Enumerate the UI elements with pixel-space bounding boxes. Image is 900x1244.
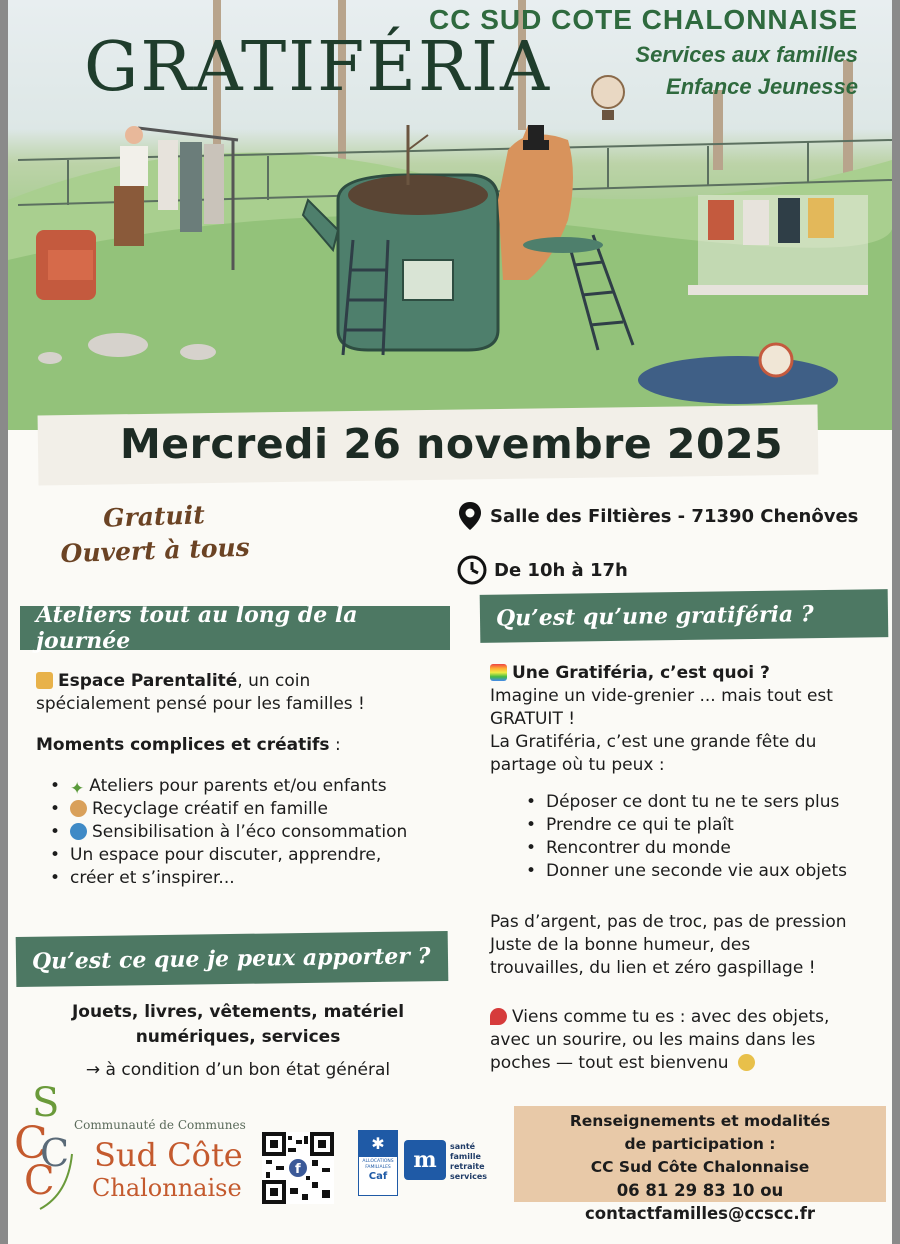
list-item: • Déposer ce dont tu ne te sers plus	[512, 791, 885, 814]
palette-icon	[70, 800, 87, 817]
cc-monogram-icon	[10, 1084, 80, 1214]
msa-label-4: services	[450, 1172, 488, 1181]
bring-items-line2: numériques, services	[135, 1027, 341, 1047]
welcome-l2: avec un sourire, ou les mains dans les	[490, 1030, 816, 1050]
msa-label-2: famille	[450, 1152, 481, 1161]
list-item: • Prendre ce qui te plaît	[512, 814, 885, 837]
intro-l1: Imagine un vide-grenier ... mais tout est	[490, 686, 833, 706]
workshops-heading: Ateliers tout au long de la journée	[20, 606, 450, 650]
left-column	[36, 670, 456, 890]
contact-line1: Renseignements et modalités	[569, 1112, 831, 1130]
family-emoji-icon	[36, 672, 53, 689]
contact-phone-email[interactable]: 06 81 29 83 10 ou contactfamilles@ccscc.fr	[584, 1181, 816, 1223]
msa-label-1: santé	[450, 1142, 476, 1151]
list-item: • Rencontrer du monde	[512, 837, 885, 860]
seedling-icon: ✦	[70, 779, 85, 799]
welcome-l1-text: Viens comme tu es : avec des objets,	[512, 1007, 830, 1027]
illustration-banner	[8, 0, 892, 430]
list-item	[36, 844, 456, 867]
hours-text: De 10h à 17h	[494, 559, 628, 581]
workshops-list	[36, 775, 456, 890]
parentality-rest: , un coin	[237, 671, 311, 691]
list-item-continuation	[36, 867, 456, 890]
caf-logo	[358, 1130, 398, 1196]
principles-l1: Pas d’argent, pas de troc, pas de pression	[490, 912, 847, 932]
yellow-heart-icon	[738, 1054, 755, 1071]
bring-condition: → à condition d’un bon état général	[85, 1060, 391, 1080]
what-is-heading: Qu’est qu’une gratiféria ?	[480, 589, 889, 643]
location-row	[456, 500, 858, 532]
principles-l2: Juste de la bonne humeur, des	[490, 935, 751, 955]
hours-row	[456, 554, 628, 586]
list-item	[36, 821, 456, 844]
contact-line3: CC Sud Côte Chalonnaise	[590, 1158, 810, 1176]
intro-l4: partage où tu peux :	[490, 755, 665, 775]
intro-l3: La Gratiféria, c’est une grande fête du	[490, 732, 817, 752]
moments-rest: :	[329, 735, 341, 755]
tagline-open: Ouvert à tous	[60, 532, 251, 569]
svg-text:C: C	[14, 1118, 48, 1169]
organization-header	[429, 4, 858, 100]
list-item-text: Ateliers pour parents et/ou enfants	[89, 776, 387, 796]
msa-label-3: retraite	[450, 1162, 485, 1171]
intro-l2: GRATUIT !	[490, 709, 576, 729]
bring-heading: Qu’est ce que je peux apporter ?	[16, 931, 449, 987]
bring-section	[28, 1000, 448, 1083]
parentality-desc: spécialement pensé pour les familles !	[36, 694, 365, 714]
org-department: Enfance Jeunesse	[666, 74, 858, 99]
parentality-title: Espace Parentalité	[58, 671, 238, 691]
list-item: • Donner une seconde vie aux objets	[512, 860, 885, 883]
svg-text:S: S	[32, 1084, 60, 1126]
parentality-line	[36, 670, 456, 693]
contact-line2: de participation :	[624, 1135, 776, 1153]
caf-label-3: Caf	[368, 1171, 388, 1182]
svg-text:f: f	[295, 1162, 301, 1177]
event-date: Mercredi 26 novembre 2025	[120, 420, 784, 468]
svg-text:C: C	[24, 1158, 55, 1204]
question-line	[490, 662, 885, 685]
page-title: GRATIFÉRIA	[84, 28, 552, 107]
contact-box	[514, 1106, 886, 1223]
list-item-text: créer et s’inspirer...	[70, 868, 235, 888]
list-item	[36, 798, 456, 821]
bring-items-line1: Jouets, livres, vêtements, matériel	[71, 1002, 405, 1022]
globe-icon	[70, 823, 87, 840]
principles-l3: trouvailles, du lien et zéro gaspillage !	[490, 958, 816, 978]
location-text: Salle des Filtières - 71390 Chenôves	[490, 505, 859, 527]
svg-text:C: C	[40, 1131, 70, 1175]
tagline	[59, 497, 250, 572]
list-item	[36, 775, 456, 798]
msa-text	[450, 1142, 500, 1182]
list-item-text: Un espace pour discuter, apprendre,	[70, 845, 382, 865]
msa-mark-icon: m	[404, 1140, 446, 1180]
location-pin-icon	[456, 500, 484, 532]
rainbow-icon	[490, 664, 507, 681]
welcome-l3-text: poches — tout est bienvenu	[490, 1053, 729, 1073]
welcome-l1	[490, 1006, 885, 1029]
right-column	[490, 662, 885, 1075]
caf-label-2: FAMILIALES	[365, 1165, 391, 1170]
moments-title: Moments complices et créatifs	[36, 735, 330, 755]
pushpin-icon	[490, 1008, 507, 1025]
community-name-2: Chalonnaise	[92, 1174, 242, 1202]
actions-list	[490, 791, 885, 883]
list-item-text: Sensibilisation à l’éco consommation	[92, 822, 408, 842]
org-name: CC SUD COTE CHALONNAISE	[428, 4, 858, 35]
qr-code-icon[interactable]	[262, 1132, 334, 1204]
org-service: Services aux familles	[635, 42, 858, 67]
question-title: Une Gratiféria, c’est quoi ?	[512, 663, 770, 683]
clock-icon	[456, 554, 488, 586]
moments-line	[36, 734, 456, 757]
snowflake-icon: ✱	[359, 1131, 397, 1157]
tagline-free: Gratuit	[102, 500, 206, 533]
caf-label-1: ALLOCATIONS	[362, 1159, 394, 1164]
community-name: Sud Côte	[94, 1136, 243, 1174]
community-label: Communauté de Communes	[74, 1118, 246, 1132]
welcome-l3	[490, 1052, 885, 1075]
list-item-text: Recyclage créatif en famille	[92, 799, 328, 819]
flyer	[8, 0, 892, 1244]
